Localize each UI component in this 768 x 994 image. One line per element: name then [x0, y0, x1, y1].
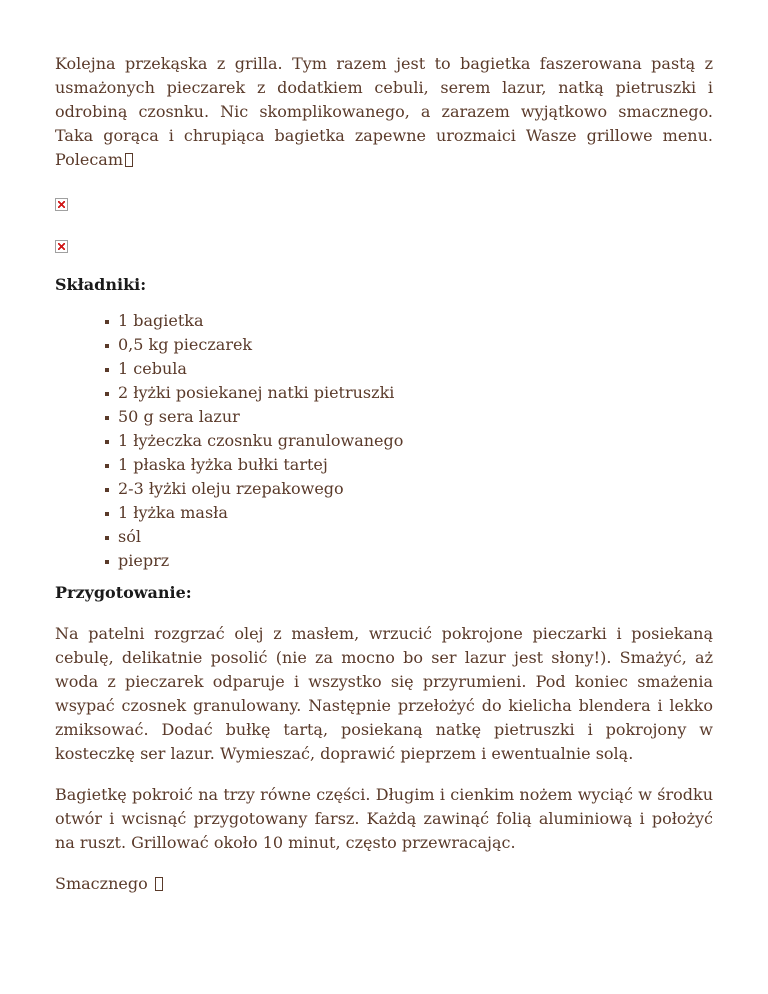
missing-emoji-glyph-icon	[125, 153, 133, 167]
intro-text: Kolejna przekąska z grilla. Tym razem jest to bagietka faszerowana pastą z usmażonych pieczarek z dodatkiem cebuli, serem lazur, natką pietruszki i odrobiną czosnku. Nic skomplikowanego, a zarazem wyjątkowo smacznego. Taka gorąca i chrupiąca bagietka zapewne urozmaici Wasze grillowe menu. Polecam	[55, 54, 713, 169]
list-item: 2 łyżki posiekanej natki pietruszki	[105, 381, 713, 405]
list-item: 1 bagietka	[105, 309, 713, 333]
list-item: pieprz	[105, 549, 713, 573]
ingredients-heading: Składniki:	[55, 275, 147, 294]
list-item: 1 cebula	[105, 357, 713, 381]
preparation-heading: Przygotowanie:	[55, 583, 192, 602]
preparation-paragraph-1: Na patelni rozgrzać olej z masłem, wrzucić pokrojone pieczarki i posiekaną cebulę, delikatnie posolić (nie za mocno bo ser lazur jest słony!). Smażyć, aż woda z pieczarek odparuje i wszystko się przyrumieni. Pod koniec smażenia wsypać czosnek granulowany. Następnie przełożyć do kielicha blendera i lekko zmiksować. Dodać bułkę tartą, posiekaną natkę pietruszki i pokrojony w kosteczkę ser lazur. Wymieszać, doprawić pieprzem i ewentualnie solą.	[55, 624, 713, 763]
list-item: sól	[105, 525, 713, 549]
list-item: 2-3 łyżki oleju rzepakowego	[105, 477, 713, 501]
list-item: 1 łyżka masła	[105, 501, 713, 525]
list-item: 0,5 kg pieczarek	[105, 333, 713, 357]
missing-emoji-glyph-icon	[155, 877, 163, 891]
list-item: 1 płaska łyżka bułki tartej	[105, 453, 713, 477]
list-item: 1 łyżeczka czosnku granulowanego	[105, 429, 713, 453]
article-content	[55, 52, 713, 896]
preparation-paragraph-2: Bagietkę pokroić na trzy równe części. Długim i cienkim nożem wyciąć w środku otwór i wcisnąć przygotowany farsz. Każdą zawinąć folią aluminiową i położyć na ruszt. Grillować około 10 minut, często przewracając.	[55, 785, 713, 852]
ingredients-list	[55, 309, 713, 573]
broken-image-icon	[55, 240, 68, 253]
outro-text: Smacznego	[55, 874, 148, 893]
list-item: 50 g sera lazur	[105, 405, 713, 429]
intro-paragraph	[55, 52, 713, 172]
outro-paragraph	[55, 872, 713, 896]
broken-image-icon	[55, 198, 68, 211]
